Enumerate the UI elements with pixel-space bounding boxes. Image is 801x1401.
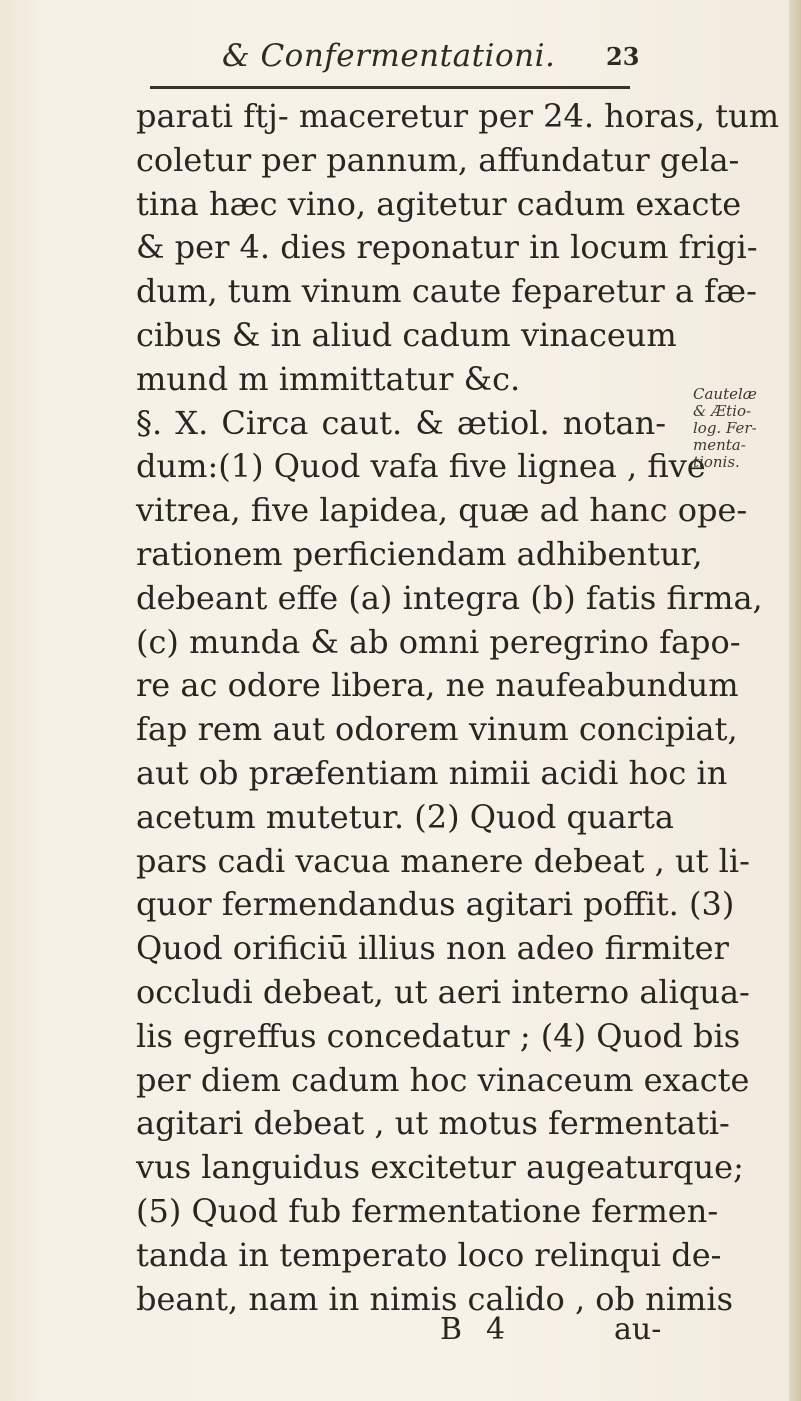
text-line: mund m immittatur &c. xyxy=(136,359,521,398)
signature-mark xyxy=(440,1312,505,1347)
marginal-note-line: tionis. xyxy=(693,453,740,471)
text-line: coletur per pannum, affundatur gela- xyxy=(136,140,740,179)
section-heading-line: §. X. Circa caut. & ætiol. notan- xyxy=(136,403,666,442)
text-line: tanda in temperato loco relinqui de- xyxy=(136,1235,722,1274)
text-line: debeant effe (a) integra (b) fatis firma, xyxy=(136,578,763,617)
text-line: dum:(1) Quod vafa five lignea , five xyxy=(136,447,706,486)
text-line: Quod orificiū illius non adeo firmiter xyxy=(136,929,729,968)
text-line: (5) Quod fub fermentatione fermen- xyxy=(136,1191,719,1230)
text-line: fap rem aut odorem vinum concipiat, xyxy=(136,710,738,749)
page-edge xyxy=(789,0,801,1401)
text-line: vus languidus excitetur augeaturque; xyxy=(136,1148,744,1187)
marginal-note-line: Cautelæ xyxy=(693,385,757,403)
text-line: beant, nam in nimis calido , ob nimis xyxy=(136,1279,734,1318)
header-rule xyxy=(150,86,630,89)
text-line: dum, tum vinum caute feparetur a fæ- xyxy=(136,272,757,311)
text-line: agitari debeat , ut motus fermentati- xyxy=(136,1104,730,1143)
text-line: per diem cadum hoc vinaceum exacte xyxy=(136,1060,750,1099)
text-line: vitrea, five lapidea, quæ ad hanc ope- xyxy=(136,491,748,530)
marginal-note-line: menta- xyxy=(693,436,746,454)
signature-letter: B xyxy=(440,1312,463,1347)
text-line: & per 4. dies reponatur in locum frigi- xyxy=(136,228,758,267)
text-line: pars cadi vacua manere debeat , ut li- xyxy=(136,841,750,880)
text-line: parati ftj- maceretur per 24. horas, tum xyxy=(136,97,780,135)
text-line: rationem perficiendam adhibentur, xyxy=(136,534,703,573)
running-title: & Confermentationi. xyxy=(222,38,556,74)
marginal-note-line: & Ætio- xyxy=(693,402,752,420)
text-line: tina hæc vino, agitetur cadum exacte xyxy=(136,184,742,223)
page-number: 23 xyxy=(606,42,640,71)
text-line: re ac odore libera, ne naufeabundum xyxy=(136,666,739,705)
text-line: (c) munda & ab omni peregrino fapo- xyxy=(136,622,741,661)
text-line: cibus & in aliud cadum vinaceum xyxy=(136,315,677,354)
text-line: aut ob præfentiam nimii acidi hoc in xyxy=(136,753,728,792)
marginal-note-line: log. Fer- xyxy=(693,419,757,437)
text-line: acetum mutetur. (2) Quod quarta xyxy=(136,797,674,836)
text-line: quor fermendandus agitari poffit. (3) xyxy=(136,885,735,924)
text-line: occludi debeat, ut aeri interno aliqua- xyxy=(136,972,750,1011)
marginal-note xyxy=(693,386,755,471)
signature-number: 4 xyxy=(486,1312,506,1347)
catchword: au- xyxy=(614,1312,662,1347)
text-line: lis egreffus concedatur ; (4) Quod bis xyxy=(136,1016,741,1055)
